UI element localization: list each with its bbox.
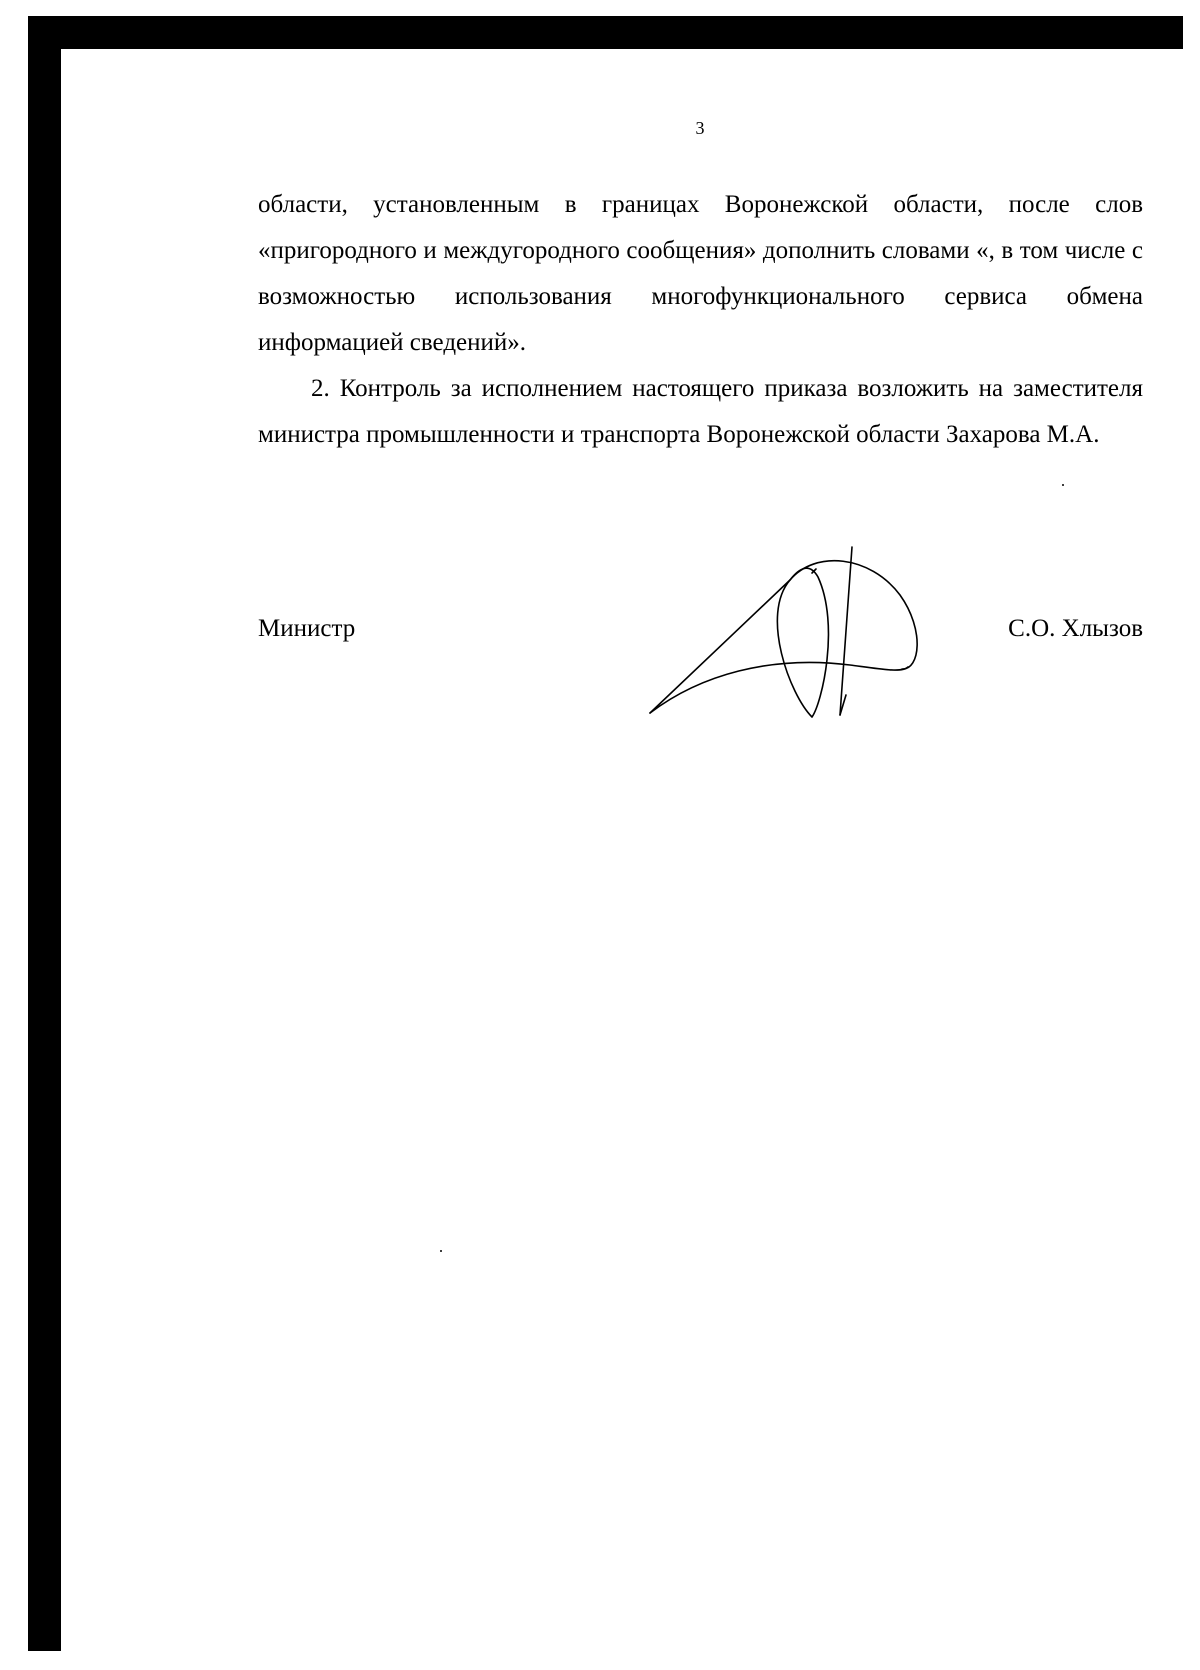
- scan-border-top: [28, 16, 1183, 49]
- scan-speck: [440, 1250, 442, 1252]
- scan-border-left: [28, 16, 61, 1651]
- document-body: [258, 182, 1143, 458]
- signatory-title: Министр: [258, 615, 356, 642]
- paragraph-continuation: области, установленным в границах Воронежской области, после слов «пригородного и междугородного сообщения» дополнить словами «, в том числе с возможностью использования многофункционального сервиса обмена информацией сведений».: [258, 191, 1143, 356]
- handwritten-signature: [640, 545, 930, 730]
- signatory-name: С.О. Хлызов: [1008, 615, 1143, 642]
- paragraph-control-clause: 2. Контроль за исполнением настоящего приказа возложить на заместителя министра промышленности и транспорта Воронежской области Захарова М.А.: [258, 375, 1143, 448]
- scan-speck: [1062, 484, 1064, 486]
- page-number: 3: [695, 118, 705, 138]
